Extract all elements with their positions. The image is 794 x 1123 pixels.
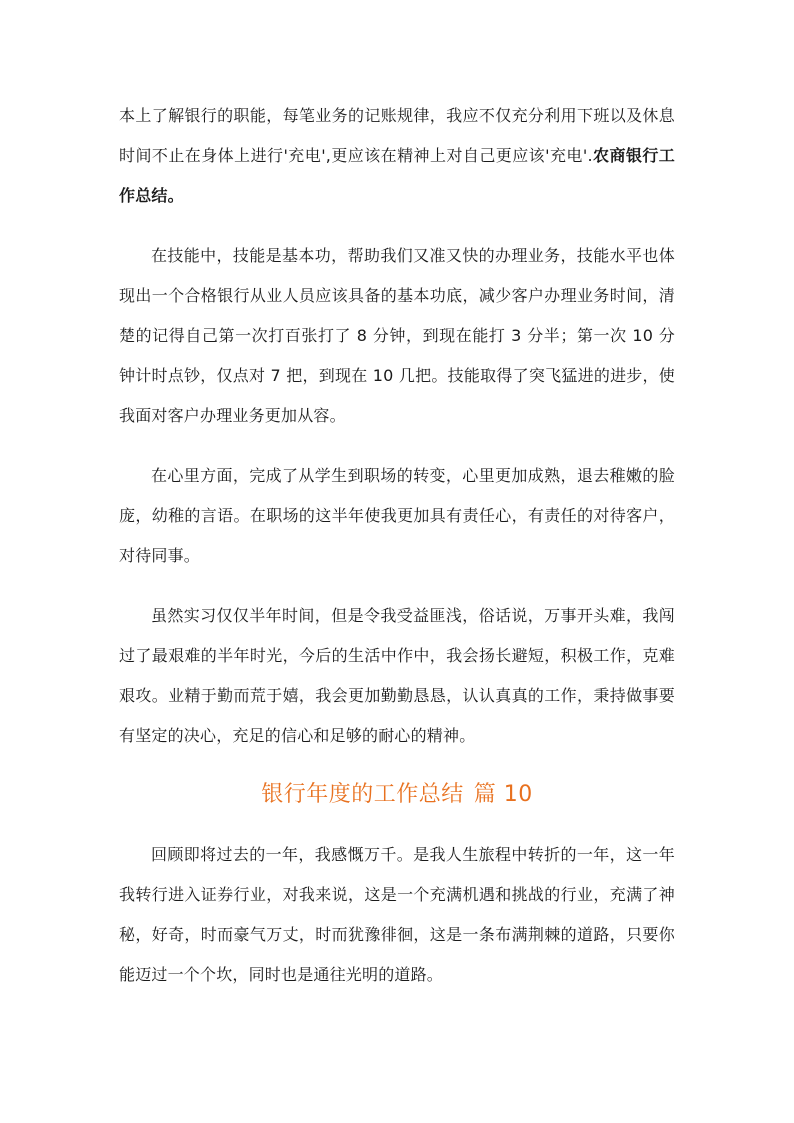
paragraph-continuation-text: 本上了解银行的职能，每笔业务的记账规律，我应不仅充分利用下班以及休息时间不止在身体上进行'充电',更应该在精神上对自己更应该'充电'.: [119, 106, 675, 165]
document-page: [119, 96, 675, 995]
paragraph-review: 回顾即将过去的一年，我感慨万千。是我人生旅程中转折的一年，这一年我转行进入证券行业，对我来说，这是一个充满机遇和挑战的行业，充满了神秘，好奇，时而豪气万丈，时而犹豫徘徊，这是一条布满荆棘的道路，只要你能迈过一个个坎，同时也是通往光明的道路。: [119, 845, 675, 984]
paragraph-spacer: [119, 436, 675, 456]
section-heading: [119, 775, 675, 815]
paragraph-mindset: 在心里方面，完成了从学生到职场的转变，心里更加成熟，退去稚嫩的脸庞，幼稚的言语。在职场的这半年使我更加具有责任心，有责任的对待客户，对待同事。: [119, 466, 675, 565]
paragraph-internship: 虽然实习仅仅半年时间，但是令我受益匪浅，俗话说，万事开头难，我闯过了最艰难的半年时光，今后的生活中作中，我会扬长避短，积极工作，克难艰攻。业精于勤而荒于嬉，我会更加勤勤恳恳，认认真真的工作，秉持做事要有坚定的决心，充足的信心和足够的耐心的精神。: [119, 606, 675, 745]
section-heading-title: 银行年度的工作总结: [261, 782, 464, 807]
paragraph-spacer: [119, 216, 675, 236]
paragraph-continuation: [119, 96, 675, 216]
section-heading-number: 篇 10: [473, 782, 533, 807]
paragraph-skills: 在技能中，技能是基本功，帮助我们又准又快的办理业务，技能水平也体现出一个合格银行从业人员应该具备的基本功底，减少客户办理业务时间，清楚的记得自己第一次打百张打了 8 分钟，到现在能打 3 分半；第一次 10 分钟计时点钞，仅点对 7 把，到现在 10 几把。技能取得了突飞猛进的进步，使我面对客户办理业务更加从容。: [119, 246, 675, 425]
paragraph-spacer: [119, 576, 675, 596]
bold-title-reference: 农商银行工作总结。: [119, 146, 675, 205]
